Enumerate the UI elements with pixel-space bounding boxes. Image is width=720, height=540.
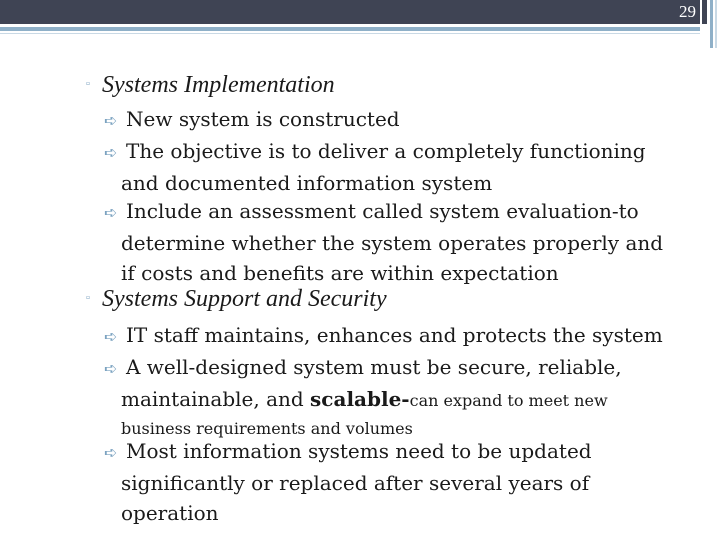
arrow-bullet-icon: ➪ <box>104 359 118 378</box>
bullet-item: ➪ A well-designed system must be secure, reliable, maintainable, and scalable-can expand to meet new business requirements and volumes <box>104 355 622 438</box>
arrow-bullet-icon: ➪ <box>104 443 118 462</box>
square-bullet-icon: ▫ <box>86 292 90 304</box>
arrow-bullet-icon: ➪ <box>104 111 118 130</box>
bullet-item: ➪ New system is constructed <box>104 104 704 136</box>
arrow-bullet-icon: ➪ <box>104 327 118 346</box>
section-title-support: ▫ Systems Support and Security <box>86 286 387 312</box>
bullet-item: ➪ Include an assessment called system evaluation-to determine whether the system operates properly and if costs and benefits are within expectation <box>104 199 664 285</box>
bullet-item: ➪ IT staff maintains, enhances and protects the system <box>104 320 704 352</box>
section-title-implementation: ▫ Systems Implementation <box>86 72 335 98</box>
bullet-item: ➪ The objective is to deliver a completely functioning and documented information system <box>104 139 646 195</box>
arrow-bullet-icon: ➪ <box>104 203 118 222</box>
bullet-item: ➪ Most information systems need to be updated significantly or replaced after several years of operation <box>104 439 592 525</box>
page-number: 29 <box>679 2 696 21</box>
arrow-bullet-icon: ➪ <box>104 143 118 162</box>
square-bullet-icon: ▫ <box>86 78 90 90</box>
